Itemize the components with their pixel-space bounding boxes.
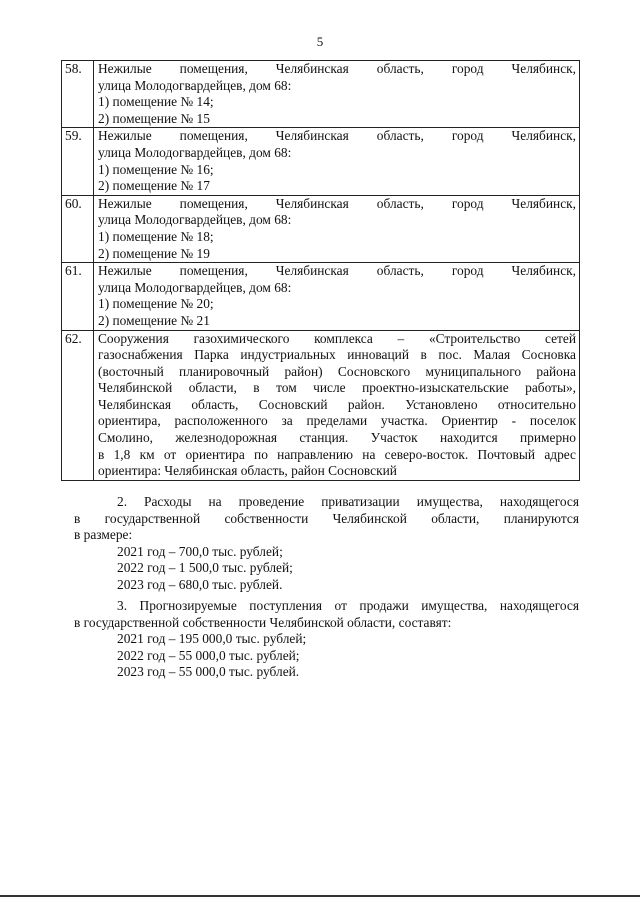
- description-line: ориентира, расположенного за пределами участка. Ориентир - поселок: [98, 413, 576, 429]
- description-line: 1) помещение № 14;: [98, 94, 214, 110]
- paragraph-line: 3. Прогнозируемые поступления от продажи имущества, находящегося: [117, 598, 579, 613]
- description-line: 1) помещение № 20;: [98, 296, 214, 312]
- row-number: 58.: [62, 61, 94, 128]
- row-description: [94, 61, 580, 128]
- paragraph-line: в государственной собственности Челябинской области, составят:: [74, 614, 452, 630]
- description-line: Сооружения газохимического комплекса – «Строительство сетей: [98, 330, 576, 346]
- year-item: 2022 год – 1 500,0 тыс. рублей;: [117, 560, 293, 576]
- paragraph-line: в размере:: [74, 527, 133, 543]
- row-description: [94, 195, 580, 262]
- description-line: в 1,8 км от ориентира по направлению на северо-восток. Почтовый адрес: [98, 446, 576, 462]
- description-line: Челябинская область, Сосновский район. Установлено относительно: [98, 396, 576, 412]
- year-item: 2023 год – 55 000,0 тыс. рублей.: [117, 664, 300, 680]
- description-line: 1) помещение № 16;: [98, 161, 214, 177]
- row-description: [94, 128, 580, 195]
- description-line: 2) помещение № 21: [98, 312, 210, 328]
- row-description: [94, 330, 580, 480]
- row-number: 61.: [62, 263, 94, 330]
- paragraph-line: 2. Расходы на проведение приватизации имущества, находящегося: [117, 494, 579, 509]
- table-row: [62, 263, 580, 330]
- description-line: 2) помещение № 15: [98, 110, 210, 126]
- row-number: 59.: [62, 128, 94, 195]
- description-line: 2) помещение № 17: [98, 178, 210, 194]
- description-line: газоснабжения Парка индустриальных инноваций в пос. Малая Сосновка: [98, 347, 576, 363]
- description-line: улица Молодогвардейцев, дом 68:: [98, 279, 292, 295]
- table-row: [62, 330, 580, 480]
- row-number: 62.: [62, 330, 94, 480]
- description-line: улица Молодогвардейцев, дом 68:: [98, 144, 292, 160]
- page-number: 5: [316, 34, 324, 49]
- description-line: (восточный планировочный район) Сосновского муниципального района: [98, 363, 576, 379]
- paragraph-revenue: [74, 598, 579, 681]
- year-item: 2021 год – 700,0 тыс. рублей;: [117, 543, 283, 559]
- paragraph-line: в государственной собственности Челябинской области, планируются: [74, 510, 579, 526]
- description-line: Нежилые помещения, Челябинская область, город Челябинск,: [98, 128, 576, 144]
- description-line: Челябинской области, в том числе проектно-изыскательские работы»,: [98, 380, 576, 396]
- description-line: 1) помещение № 18;: [98, 228, 214, 244]
- property-table: [61, 60, 580, 481]
- description-line: улица Молодогвардейцев, дом 68:: [98, 212, 292, 228]
- paragraph-expenses: [74, 494, 579, 594]
- description-line: улица Молодогвардейцев, дом 68:: [98, 77, 292, 93]
- description-line: Нежилые помещения, Челябинская область, город Челябинск,: [98, 195, 576, 211]
- table-row: [62, 128, 580, 195]
- description-line: 2) помещение № 19: [98, 245, 210, 261]
- year-item: 2022 год – 55 000,0 тыс. рублей;: [117, 647, 300, 663]
- year-item: 2021 год – 195 000,0 тыс. рублей;: [117, 631, 307, 647]
- description-line: Нежилые помещения, Челябинская область, город Челябинск,: [98, 263, 576, 279]
- table-row: [62, 195, 580, 262]
- scan-edge-line: [0, 895, 640, 897]
- row-number: 60.: [62, 195, 94, 262]
- year-item: 2023 год – 680,0 тыс. рублей.: [117, 576, 283, 592]
- description-line: Смолино, железнодорожная станция. Участок находится примерно: [98, 430, 576, 446]
- description-line: ориентира: Челябинская область, район Сосновский: [98, 463, 397, 479]
- row-description: [94, 263, 580, 330]
- table-row: [62, 61, 580, 128]
- description-line: Нежилые помещения, Челябинская область, город Челябинск,: [98, 61, 576, 76]
